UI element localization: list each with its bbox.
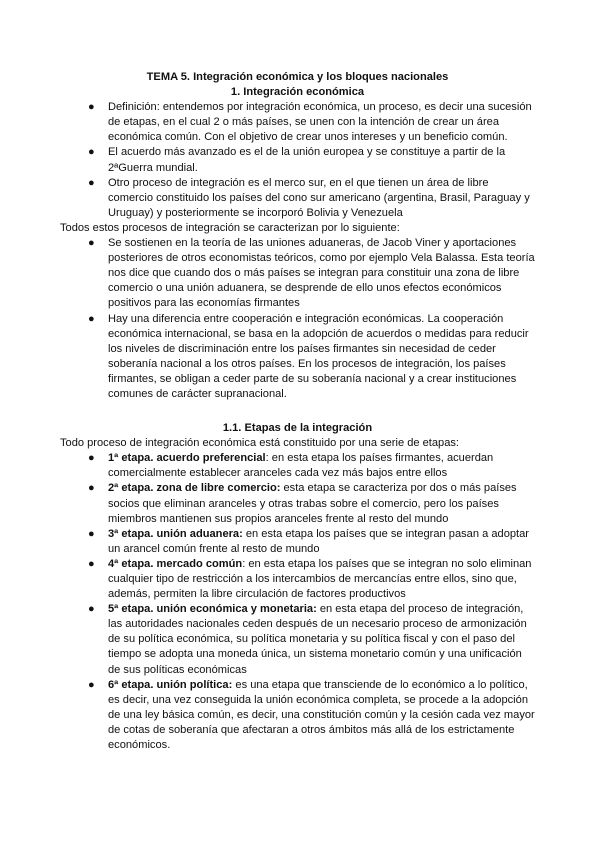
list-item: ● El acuerdo más avanzado es el de la unión europea y se constituye a partir de la 2ªGuerra mundial.: [88, 146, 506, 174]
bullet-icon: ●: [88, 557, 95, 570]
characteristics-intro: Todos estos procesos de integración se caracterizan por lo siguiente:: [60, 221, 400, 234]
bullet-icon: ●: [88, 101, 95, 114]
stage-item: [60, 557, 535, 602]
stage-item: [60, 678, 535, 753]
bullet-icon: ●: [88, 603, 95, 616]
stage-label: 1ª etapa. acuerdo preferencial: [108, 452, 266, 465]
definition-list: [60, 100, 535, 221]
bullet-icon: ●: [88, 527, 95, 540]
stage-label: 2ª etapa. zona de libre comercio:: [108, 482, 281, 495]
stage-text: : en esta etapa los países que se integran no solo eliminan cualquier tipo de restricción a los intercambios de mercancías entre ellos, sino que, además, permiten la libre circulación de factores productivos: [108, 557, 532, 601]
document-page: [60, 70, 535, 753]
stage-item: [60, 527, 535, 557]
subsection-heading: 1.1. Etapas de la integración: [222, 422, 373, 435]
stages-intro: Todo proceso de integración económica está constituido por una serie de etapas:: [60, 437, 460, 450]
list-item: ● Definición: entendemos por integración económica, un proceso, es decir una sucesión de etapas, en el cual 2 o más países, se unen con la intención de crear un área económica común. Con el objetivo de crear unos intereses y un beneficio común.: [88, 101, 532, 144]
stage-text: en esta etapa los países que se integran pasan a adoptar un arancel común frente al resto de mundo: [108, 527, 529, 555]
bullet-icon: ●: [88, 482, 95, 495]
stage-text: esta etapa se caracteriza por dos o más países socios que eliminan aranceles y otras trabas sobre el comercio, pero los países miembros mantienen sus propios aranceles frente al resto del mundo: [108, 482, 517, 525]
stage-label: 6ª etapa. unión política:: [108, 678, 233, 691]
stage-text: en esta etapa del proceso de integración, las autoridades nacionales ceden después de un necesario proceso de armonización de su política económica, su política monetaria y su política fiscal y con el paso del tiempo se adopta una moneda única, un sistema monetario común y una unificación de sus políticas económicas: [108, 603, 527, 676]
bullet-icon: ●: [88, 146, 95, 159]
stage-text: es una etapa que transciende de lo económico a lo político, es decir, una vez conseguida la unión económica completa, se procede a la adopción de una ley básica común, es decir, una constitución común y la cesión cada vez mayor de cotas de soberanía que afectaran a otros ámbitos más allá de los estrictamente económicos.: [108, 678, 535, 752]
stage-label: 5ª etapa. unión económica y monetaria:: [108, 603, 317, 616]
bullet-icon: ●: [88, 237, 95, 250]
bullet-icon: ●: [88, 452, 95, 465]
stage-item: [60, 481, 535, 526]
list-item: ● Hay una diferencia entre cooperación e integración económicas. La cooperación económica internacional, se basa en la adopción de acuerdos o medidas para reducir los niveles de discriminación entre los países firmantes sin necesidad de ceder soberanía nacional a los otros países. En los procesos de integración, los países firmantes, se obligan a ceder parte de su soberanía nacional y a crear instituciones comunes de carácter supranacional.: [88, 312, 529, 400]
stages-list: [60, 451, 535, 753]
section-heading: 1. Integración económica: [230, 86, 365, 99]
bullet-icon: ●: [88, 312, 95, 325]
bullet-icon: ●: [88, 678, 95, 691]
stage-text: : en esta etapa los países firmantes, acuerdan comercialmente establecer aranceles cada vez más bajos entre ellos: [108, 452, 494, 480]
bullet-icon: ●: [88, 176, 95, 189]
stage-label: 4ª etapa. mercado común: [108, 557, 243, 570]
list-item: ● Se sostienen en la teoría de las uniones aduaneras, de Jacob Viner y aportaciones posteriores de otros economistas teóricos, como por ejemplo Vela Balassa. Esta teoría nos dice que cuando dos o más países se integran para constituir una zona de libre comercio o una unión aduanera, se desprende de ello unos efectos económicos positivos para las economías firmantes: [88, 237, 535, 310]
list-item: ● Otro proceso de integración es el merco sur, en el que tienen un área de libre comercio constituido los países del cono sur americano (argentina, Brasil, Paraguay y Uruguay) y posteriormente se incorporó Bolivia y Venezuela: [88, 176, 530, 219]
document-title: TEMA 5. Integración económica y los bloques nacionales: [146, 71, 449, 83]
stage-item: [60, 451, 535, 481]
stage-label: 3ª etapa. unión aduanera:: [108, 527, 243, 540]
stage-item: [60, 602, 535, 677]
characteristics-list: [60, 236, 535, 402]
